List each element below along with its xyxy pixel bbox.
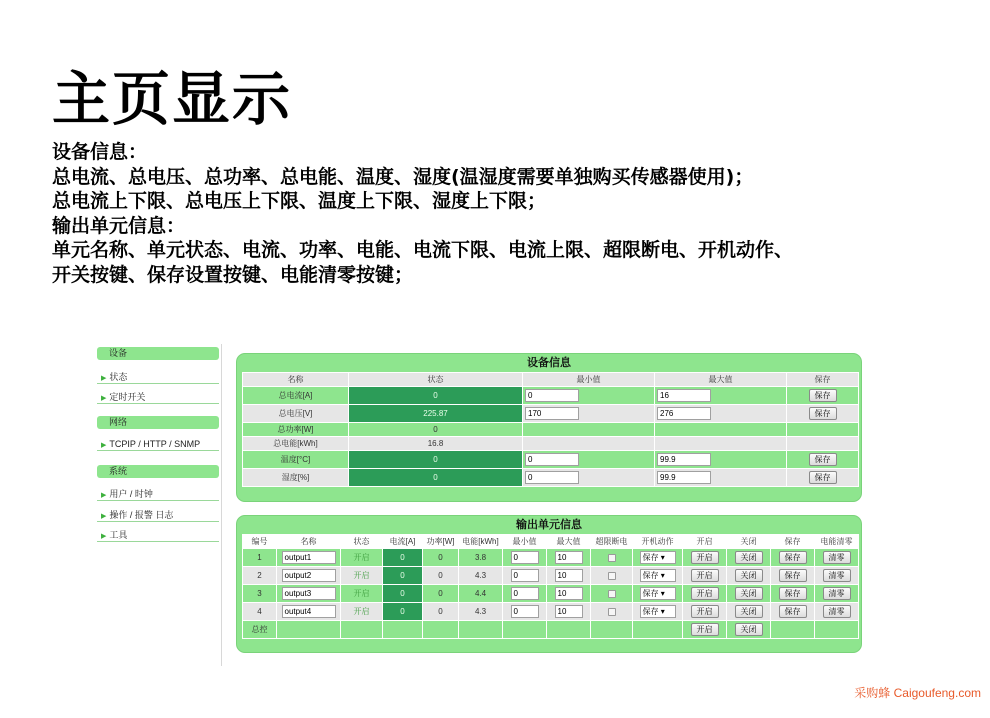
sidebar-item-tcpip[interactable] [97,437,219,451]
min-input[interactable]: 0 [511,569,539,582]
sidebar-item-label: 用户 / 时钟 [109,489,153,499]
column-header: 电流[A] [383,535,423,549]
device-web-ui [94,344,870,666]
max-input[interactable]: 16 [657,389,711,402]
overlimit-cutoff-checkbox[interactable] [608,590,616,598]
column-header: 最小值 [503,535,547,549]
max-input[interactable]: 10 [555,587,583,600]
caret-down-icon: ▾ [660,607,665,616]
row-name: 总电流[A] [243,387,349,405]
description-line: 设备信息： [52,141,148,163]
caret-down-icon: ▾ [660,553,665,562]
off-button[interactable]: 关闭 [735,605,763,618]
unit-current: 0 [383,549,423,567]
sidebar-item-timer-switch[interactable] [97,390,219,404]
sidebar-item-label: TCPIP / HTTP / SNMP [109,439,201,449]
unit-power: 0 [423,567,459,585]
save-button[interactable]: 保存 [809,471,837,484]
status-value: 0 [349,469,523,487]
row-name: 总电压[V] [243,405,349,423]
unit-name-input[interactable]: output1 [282,551,336,564]
sidebar-section-device: 设备 [97,347,219,360]
table-row [243,437,859,451]
sidebar-item-status[interactable] [97,370,219,384]
save-button[interactable]: 保存 [809,407,837,420]
off-button[interactable]: 关闭 [735,569,763,582]
unit-status: 开启 [341,585,383,603]
sidebar-item-label: 定时开关 [109,392,146,402]
row-name: 总功率[W] [243,423,349,437]
max-input[interactable]: 10 [555,605,583,618]
empty-cell [787,437,859,451]
status-value: 0 [349,451,523,469]
clear-energy-button[interactable]: 清零 [823,605,851,618]
total-control-label: 总控 [243,621,277,639]
unit-status: 开启 [341,603,383,621]
description-line: 总电流上下限、总电压上下限、温度上下限、湿度上下限； [52,190,547,212]
column-header: 开机动作 [633,535,683,549]
max-input[interactable]: 276 [657,407,711,420]
overlimit-cutoff-checkbox[interactable] [608,554,616,562]
min-input[interactable]: 0 [525,389,579,402]
sidebar-item-label: 状态 [109,372,128,382]
off-button[interactable]: 关闭 [735,587,763,600]
table-row-total [243,621,859,639]
output-table [242,534,859,639]
row-name: 总电能[kWh] [243,437,349,451]
unit-current: 0 [383,585,423,603]
unit-power: 0 [423,585,459,603]
max-input[interactable]: 99.9 [657,453,711,466]
arrow-right-icon: ▶ [101,492,107,499]
device-info-panel [236,353,862,502]
power-on-action-select[interactable] [640,605,676,618]
column-header: 最大值 [655,373,787,387]
unit-energy: 3.8 [459,549,503,567]
unit-current: 0 [383,603,423,621]
table-row [243,585,859,603]
clear-energy-button[interactable]: 清零 [823,569,851,582]
unit-current: 0 [383,567,423,585]
all-off-button[interactable]: 关闭 [735,623,763,636]
status-value: 16.8 [349,437,523,451]
unit-energy: 4.3 [459,567,503,585]
select-value: 保存 [642,553,659,562]
sidebar-item-label: 操作 / 报警 日志 [109,510,174,520]
overlimit-cutoff-checkbox[interactable] [608,608,616,616]
device-info-table [242,372,859,487]
table-row [243,451,859,469]
max-input[interactable]: 10 [555,569,583,582]
clear-energy-button[interactable]: 清零 [823,587,851,600]
min-input[interactable]: 0 [525,453,579,466]
empty-cell [523,423,655,437]
on-button[interactable]: 开启 [691,587,719,600]
column-header: 电能清零 [815,535,859,549]
column-header: 关闭 [727,535,771,549]
unit-number: 2 [243,567,277,585]
column-header: 编号 [243,535,277,549]
caret-down-icon: ▾ [660,589,665,598]
unit-energy: 4.4 [459,585,503,603]
description-line: 开关按键、保存设置按键、电能清零按键； [52,263,414,286]
arrow-right-icon: ▶ [101,442,107,449]
unit-number: 3 [243,585,277,603]
column-header: 电能[kWh] [459,535,503,549]
unit-status: 开启 [341,549,383,567]
clear-energy-button[interactable]: 清零 [823,551,851,564]
min-input[interactable]: 0 [511,605,539,618]
sidebar-item-tools[interactable] [97,528,219,542]
overlimit-cutoff-checkbox[interactable] [608,572,616,580]
all-on-button[interactable]: 开启 [691,623,719,636]
max-input[interactable]: 99.9 [657,471,711,484]
status-value: 0 [349,387,523,405]
caret-down-icon: ▾ [660,571,665,580]
unit-energy: 4.3 [459,603,503,621]
save-button[interactable]: 保存 [779,569,807,582]
column-header: 状态 [341,535,383,549]
max-input[interactable]: 10 [555,551,583,564]
save-button[interactable]: 保存 [779,551,807,564]
table-row [243,603,859,621]
sidebar-section-network: 网络 [97,416,219,429]
arrow-right-icon: ▶ [101,513,107,520]
column-header: 开启 [683,535,727,549]
unit-number: 1 [243,549,277,567]
on-button[interactable]: 开启 [691,605,719,618]
select-value: 保存 [642,571,659,580]
empty-cell [655,437,787,451]
save-button[interactable]: 保存 [779,587,807,600]
empty-cell [523,437,655,451]
arrow-right-icon: ▶ [101,395,107,402]
column-header: 保存 [787,373,859,387]
description-line: 输出单元信息： [52,214,186,237]
power-on-action-select[interactable] [640,569,676,582]
select-value: 保存 [642,589,659,598]
empty-cell [655,423,787,437]
unit-status: 开启 [341,567,383,585]
table-row [243,423,859,437]
sidebar [94,344,222,666]
min-input[interactable]: 0 [511,587,539,600]
save-button[interactable]: 保存 [809,389,837,402]
watermark: 采购蜂 Caigoufeng.com [854,686,981,700]
power-on-action-select[interactable] [640,587,676,600]
power-on-action-select[interactable] [640,551,676,564]
unit-name-input[interactable]: output3 [282,587,336,600]
sidebar-section-system: 系统 [97,465,219,478]
table-row [243,567,859,585]
description [52,140,793,287]
unit-name-input[interactable]: output4 [282,605,336,618]
unit-number: 4 [243,603,277,621]
column-header: 超限断电 [591,535,633,549]
description-line: 单元名称、单元状态、电流、功率、电能、电流下限、电流上限、超限断电、开机动作、 [52,239,794,261]
empty-cell [787,423,859,437]
off-button[interactable]: 关闭 [735,551,763,564]
arrow-right-icon: ▶ [101,375,107,382]
status-value: 225.87 [349,405,523,423]
unit-power: 0 [423,549,459,567]
description-line: 总电流、总电压、总功率、总电能、温度、湿度(温湿度需要单独购买传感器使用)； [52,165,754,188]
save-button[interactable]: 保存 [779,605,807,618]
min-input[interactable]: 170 [525,407,579,420]
column-header: 最小值 [523,373,655,387]
min-input[interactable]: 0 [511,551,539,564]
device-info-title: 设备信息 [527,357,571,369]
unit-name-input[interactable]: output2 [282,569,336,582]
row-name: 温度[°C] [243,451,349,469]
page-title: 主页显示 [52,65,293,133]
column-header: 名称 [277,535,341,549]
column-header: 名称 [243,373,349,387]
on-button[interactable]: 开启 [691,551,719,564]
unit-power: 0 [423,603,459,621]
status-value: 0 [349,423,523,437]
table-row [243,405,859,423]
table-row [243,387,859,405]
sidebar-item-label: 工具 [109,530,128,540]
output-info-panel [236,515,862,653]
output-info-title: 输出单元信息 [516,519,582,531]
sidebar-item-logs[interactable] [97,508,219,522]
save-button[interactable]: 保存 [809,453,837,466]
row-name: 湿度[%] [243,469,349,487]
table-row [243,549,859,567]
column-header: 保存 [771,535,815,549]
column-header: 最大值 [547,535,591,549]
on-button[interactable]: 开启 [691,569,719,582]
table-row [243,469,859,487]
column-header: 状态 [349,373,523,387]
min-input[interactable]: 0 [525,471,579,484]
select-value: 保存 [642,607,659,616]
column-header: 功率[W] [423,535,459,549]
sidebar-item-user-clock[interactable] [97,487,219,501]
arrow-right-icon: ▶ [101,533,107,540]
